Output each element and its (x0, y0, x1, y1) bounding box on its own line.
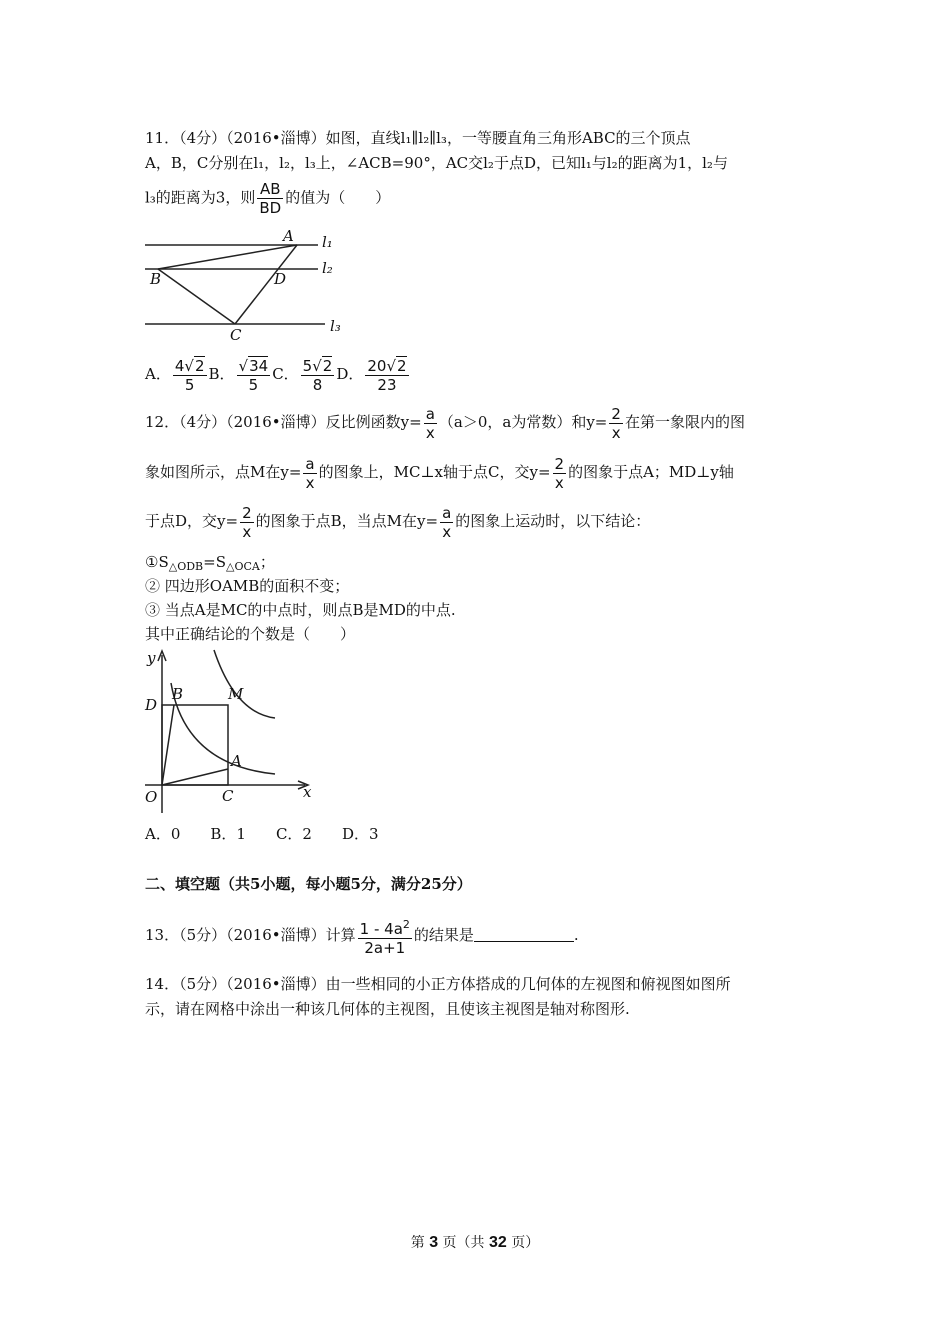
label-y: y (147, 649, 156, 667)
q11-option-d-fraction: $\frac{20√2}{23}$ (367, 356, 407, 394)
segment-oa (162, 769, 228, 785)
label-b: B (150, 270, 162, 288)
q12-frac-a-over-x: $\frac{a}{x}$ (425, 404, 435, 442)
q13-expression-fraction: $\frac{1 - 4a^2}{2a+1}$ (359, 917, 410, 957)
q11-line-1: 11．（4分）（2016•淄博）如图，直线l₁∥l₂∥l₃，一等腰直角三角形ABC的三个顶点 (145, 129, 691, 147)
q11-option-a-fraction: $\frac{4√2}{5}$ (174, 356, 205, 394)
label-l1: l₁ (322, 233, 333, 251)
q11-option-c-label: C． (272, 365, 299, 383)
q12-line-1: 12．（4分）（2016•淄博）反比例函数y= $\frac{a}{x}$ （a＞0，a为常数）和y= $\frac{2}{x}$ 在第一象限内的图 (145, 404, 745, 442)
q14-line-2: 示，请在网格中涂出一种该几何体的主视图，且使该主视图是轴对称图形. (145, 1000, 630, 1018)
label-a: A (231, 752, 242, 770)
curve-y-2-over-x (171, 683, 275, 774)
segment-ob (162, 705, 174, 785)
q11-option-d-label: D． (336, 365, 364, 383)
q12-options: A．0 B．1 C．2 D．3 (145, 825, 379, 843)
label-x: x (303, 783, 312, 801)
page-footer: 第 3 页（共 32 页） (410, 1234, 540, 1251)
label-a: A (283, 227, 294, 245)
q11-options (145, 356, 411, 394)
label-d: D (145, 696, 158, 714)
q12-frac-2-over-x: $\frac{2}{x}$ (611, 404, 621, 442)
q11-line-3-pre: l₃的距离为3，则 (145, 188, 256, 207)
q11-ratio-denominator: BD (259, 199, 282, 217)
segment-bc (158, 269, 235, 324)
label-c: C (222, 787, 234, 805)
q12-statement-1: $①S_{\triangle ODB}=S_{\triangle OCA}$； (145, 553, 275, 573)
q11-ratio-numerator: AB (257, 180, 283, 199)
q12-statement-2: ② 四边形OAMB的面积不变； (145, 577, 350, 595)
q13-line: 13．（5分）（2016•淄博）计算 $\frac{1 - 4a^2}{2a+1}$ 的结果是 . (145, 917, 579, 957)
segment-ab (158, 245, 297, 269)
label-d: D (274, 270, 287, 288)
q11-line-3-post: 的值为（ ） (285, 188, 391, 207)
label-c: C (230, 326, 242, 344)
label-b: B (172, 685, 184, 703)
q12-line-3: 于点D，交y= $\frac{2}{x}$ 的图象于点B，当点M在y= $\frac{a}{x}$ 的图象上运动时，以下结论： (145, 503, 651, 541)
q11-line-2: A，B，C分别在l₁，l₂，l₃上，∠ACB=90°，AC交l₂于点D，已知l₁与l₂的距离为1，l₂与 (145, 154, 728, 172)
q12-function-graph-figure (140, 645, 325, 815)
label-o: O (145, 788, 158, 806)
q12-question: 其中正确结论的个数是（ ） (145, 625, 356, 643)
q12-frac-2-over-x: $\frac{2}{x}$ (554, 454, 565, 492)
segment-ac (235, 245, 297, 324)
q13-answer-blank[interactable] (474, 927, 574, 942)
q11-option-b-label: B． (208, 365, 235, 383)
q12-frac-a-over-x: $\frac{a}{x}$ (442, 503, 452, 541)
q11-option-b-fraction: $\frac{√34}{5}$ (238, 356, 269, 394)
q12-frac-a-over-x: $\frac{a}{x}$ (305, 454, 315, 492)
q12-statement-3: ③ 当点A是MC的中点时，则点B是MD的中点. (145, 601, 456, 619)
page-number: 3 (429, 1234, 439, 1251)
curve-y-a-over-x (214, 650, 275, 718)
q12-line-2: 象如图所示，点M在y= $\frac{a}{x}$ 的图象上，MC⊥x轴于点C，交y= $\frac{2}{x}$ 的图象于点A；MD⊥y轴 (145, 454, 734, 492)
q11-option-a-label: A． (145, 365, 171, 383)
q12-frac-2-over-x: $\frac{2}{x}$ (242, 503, 252, 541)
q11-option-c-fraction: $\frac{5√2}{8}$ (302, 356, 333, 394)
q14-line-1: 14．（5分）（2016•淄博）由一些相同的小正方体搭成的几何体的左视图和俯视图如图所 (145, 975, 731, 993)
label-l3: l₃ (330, 317, 341, 335)
q11-line-3 (145, 180, 390, 217)
q11-parallel-lines-figure (140, 225, 350, 345)
page-total: 32 (489, 1234, 507, 1251)
label-l2: l₂ (322, 259, 333, 277)
section-2-title: 二、填空题（共5小题，每小题5分，满分25分） (145, 875, 472, 893)
label-m: M (228, 685, 244, 703)
q11-ratio-fraction (257, 180, 283, 217)
